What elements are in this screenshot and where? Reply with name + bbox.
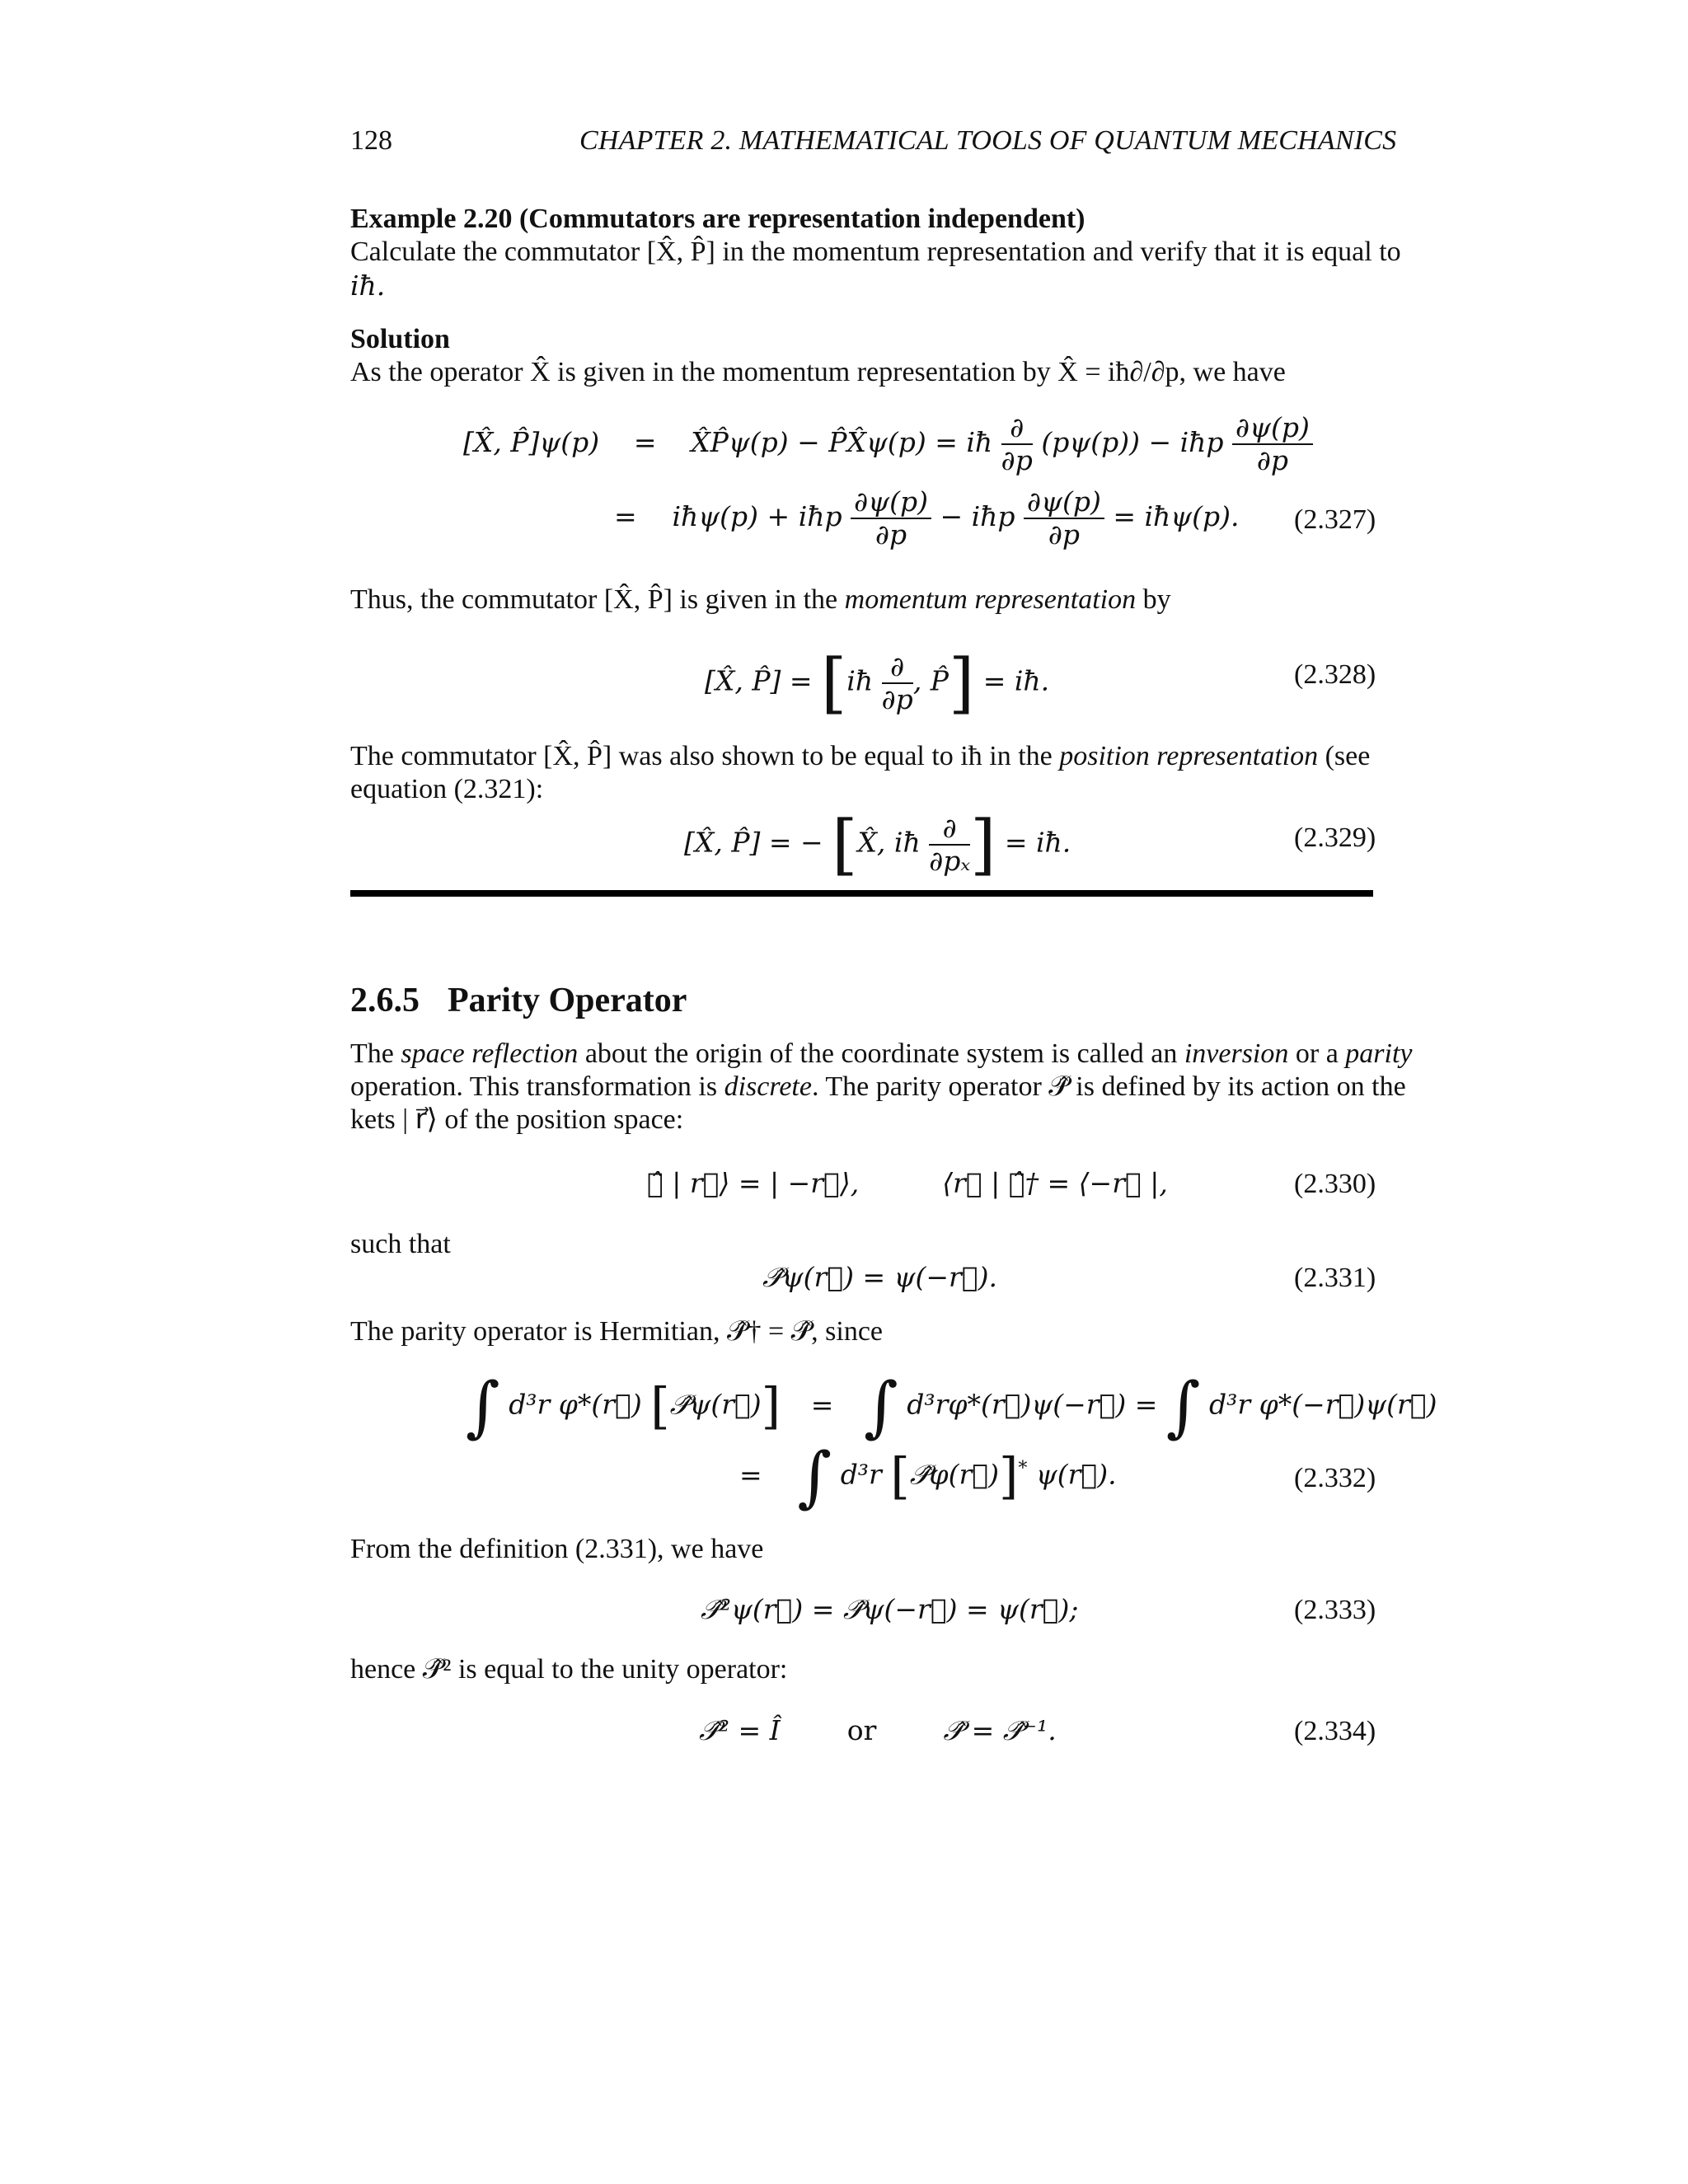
eq-2-332-line2: = ∫ d³r [𝒫̂φ(r⃗)]* ψ(r⃗). [739, 1438, 1117, 1515]
such-that-text: such that [350, 1229, 451, 1259]
eq-term: iħψ(p) + iħp [672, 500, 842, 532]
eq-term: 𝒫̂² = Î [699, 1714, 781, 1746]
equation-number: (2.332) [1294, 1463, 1376, 1493]
example-title: Example 2.20 (Commutators are representation independent) [350, 204, 1085, 234]
eq-2-333: 𝒫̂²ψ(r⃗) = 𝒫̂ψ(−r⃗) = ψ(r⃗); [701, 1593, 1079, 1625]
eq-term: d³rφ*(r⃗)ψ(−r⃗) = [907, 1388, 1158, 1421]
eq-2-327-line1: [X̂, P̂]ψ(p) = X̂P̂ψ(p) − P̂X̂ψ(p) = iħ $\frac{\partial}{\partial p}$ (pψ(p)) − iħp $\frac{\partial\psi(p)}{\partial p}$ [463, 412, 1313, 476]
equation-number: (2.328) [1294, 659, 1376, 690]
section-number: 2.6.5 [350, 982, 420, 1019]
eq-term: [X̂, P̂] = [705, 664, 813, 697]
eq-term: 𝒫̂ψ(r⃗) [669, 1388, 762, 1421]
eq-term: ψ(r⃗). [1035, 1458, 1117, 1491]
eq-term: d³r [840, 1458, 882, 1491]
eq-term: 𝒫̂ | r⃗⟩ = | −r⃗⟩, [647, 1167, 860, 1199]
eq-term: − iħp [940, 500, 1015, 532]
eq-2-328: [X̂, P̂] = [iħ $\frac{\partial}{\partial p}$ , P̂] = iħ. [705, 644, 1050, 721]
eq-2-334 [699, 1714, 1057, 1747]
eq-term: d³r φ*(r⃗) [509, 1388, 642, 1421]
page-number: 128 [350, 125, 392, 156]
hermitian-text: The parity operator is Hermitian, 𝒫̂† = 𝒫̂, since [350, 1316, 884, 1347]
equation-number: (2.327) [1294, 504, 1376, 535]
running-header: CHAPTER 2. MATHEMATICAL TOOLS OF QUANTUM MECHANICS [579, 125, 1397, 156]
solution-intro: As the operator X̂ is given in the momentum representation by X̂ = iħ∂/∂p, we have [350, 357, 1286, 387]
example-statement-line2: iħ. [350, 269, 386, 302]
also-text: The commutator [X̂, P̂] was also shown to be equal to iħ in the position representation (see [350, 741, 1371, 771]
fraction: $\frac{\partial\psi(p)}{\partial p}$ [1232, 412, 1313, 476]
equation-number: (2.330) [1294, 1169, 1376, 1199]
eq-2-327-line2: = iħψ(p) + iħp $\frac{\partial\psi(p)}{\partial p}$ − iħp $\frac{\partial\psi(p)}{\partial p}$ = iħψ(p). [614, 485, 1240, 551]
equation-number: (2.331) [1294, 1263, 1376, 1293]
also-text-line2: equation (2.321): [350, 774, 544, 804]
section-title: Parity Operator [448, 982, 687, 1019]
eq-lhs: [X̂, P̂]ψ(p) [463, 426, 600, 458]
eq-2-330 [647, 1167, 1168, 1199]
parity-paragraph-line3: kets | r⃗⟩ of the position space: [350, 1104, 684, 1135]
fraction: $\frac{\partial}{\partial p}$ [881, 649, 913, 715]
eq-term: X̂P̂ψ(p) − P̂X̂ψ(p) = iħ [691, 426, 993, 458]
eq-term: ⟨r⃗ | 𝒫̂† = ⟨−r⃗ |, [942, 1167, 1168, 1199]
eq-term: = iħ. [982, 664, 1050, 697]
eq-term: 𝒫̂φ(r⃗) [909, 1458, 999, 1491]
equation-number: (2.333) [1294, 1595, 1376, 1625]
example-end-rule [350, 890, 1373, 897]
hence-text: hence 𝒫̂² is equal to the unity operator: [350, 1654, 788, 1685]
eq-term: , P̂ [912, 664, 949, 697]
parity-paragraph-line2: operation. This transformation is discrete. The parity operator 𝒫̂ is defined by its action on the [350, 1071, 1406, 1102]
eq-term: or [846, 1714, 877, 1746]
solution-heading: Solution [350, 324, 450, 354]
eq-term: 𝒫̂ = 𝒫̂⁻¹. [943, 1714, 1057, 1746]
equation-number: (2.329) [1294, 823, 1376, 853]
eq-term: = iħψ(p). [1113, 500, 1240, 532]
equation-number: (2.334) [1294, 1716, 1376, 1746]
section-heading [350, 981, 687, 1020]
eq-2-331: 𝒫̂ψ(r⃗) = ψ(−r⃗). [762, 1261, 997, 1293]
eq-2-329: [X̂, P̂] = − [X̂, iħ $\frac{\partial}{\text{∂pₓ}}$ ] = iħ. [684, 806, 1071, 883]
eq-2-332-line1: ∫ d³r φ*(r⃗) [𝒫̂ψ(r⃗)] = ∫ d³rφ*(r⃗)ψ(−r⃗) = ∫ d³r φ*(−r⃗)ψ(r⃗) [466, 1368, 1437, 1445]
eq-term: = iħ. [1004, 826, 1071, 859]
fraction: $\frac{\partial\psi(p)}{\partial p}$ [1024, 486, 1104, 551]
fraction: $\frac{\partial}{\text{∂pₓ}}$ [929, 811, 971, 877]
eq-term: d³r φ*(−r⃗)ψ(r⃗) [1209, 1388, 1437, 1421]
eq-term: iħ [846, 664, 874, 697]
eq-term: [X̂, P̂] = − [684, 826, 823, 859]
fraction: $\frac{\partial}{\partial p}$ [1001, 411, 1033, 476]
thus-text: Thus, the commutator [X̂, P̂] is given in the momentum representation by [350, 584, 1171, 615]
parity-paragraph-line1: The space reflection about the origin of the coordinate system is called an inversion or a parity [350, 1038, 1413, 1069]
eq-term: X̂, iħ [857, 826, 921, 859]
eq-term: (pψ(p)) − iħp [1041, 426, 1224, 458]
example-statement-line1: Calculate the commutator [X̂, P̂] in the momentum representation and verify that it is equal to [350, 237, 1401, 267]
fraction: $\frac{\partial\psi(p)}{\partial p}$ [851, 486, 931, 551]
from-definition-text: From the definition (2.331), we have [350, 1534, 764, 1564]
